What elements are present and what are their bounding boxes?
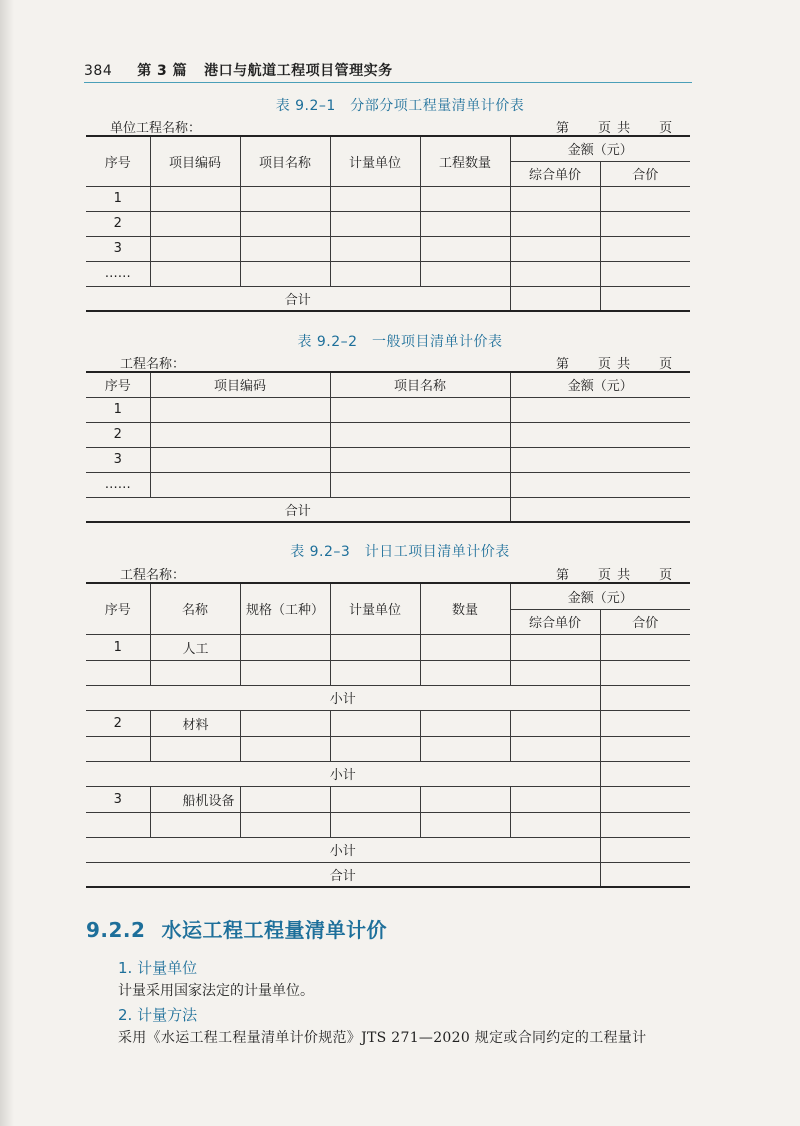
t2-h-amount: 金额（元）	[510, 372, 690, 397]
part-label: 第 3 篇	[137, 63, 188, 79]
t3-subtotal-1: 小计	[86, 685, 600, 710]
table-row: ……	[86, 472, 690, 497]
t1-total-label: 合计	[86, 286, 510, 311]
t2-h-code: 项目编码	[150, 372, 330, 397]
t3-h-name: 名称	[150, 583, 240, 634]
t1-h-code: 项目编码	[150, 136, 240, 186]
t3-subtotal-2: 小计	[86, 761, 600, 786]
table-row: 2 材料	[86, 710, 690, 736]
t1-h-index: 序号	[86, 136, 150, 186]
t3-group-vessels: 船机设备	[150, 786, 240, 812]
table-row: 2	[86, 211, 690, 236]
t3-group-materials: 材料	[150, 710, 240, 736]
t3-h-total: 合价	[600, 609, 690, 634]
table2-page-label: 第 页 共 页	[556, 357, 674, 372]
table-row: 2	[86, 422, 690, 447]
page-number: 384	[84, 63, 113, 79]
t3-h-unit: 计量单位	[330, 583, 420, 634]
header-rule	[84, 82, 692, 83]
table1-page-label: 第 页 共 页	[556, 121, 674, 136]
t1-h-total: 合价	[600, 161, 690, 186]
t1-h-unit: 计量单位	[330, 136, 420, 186]
t3-h-unitprice: 综合单价	[510, 609, 600, 634]
table-row: 3 船机设备	[86, 786, 690, 812]
table-row	[86, 736, 690, 761]
t3-h-qty: 数量	[420, 583, 510, 634]
t1-h-unitprice: 综合单价	[510, 161, 600, 186]
t2-total-label: 合计	[86, 497, 510, 522]
t1-h-qty: 工程数量	[420, 136, 510, 186]
table-row: ……	[86, 261, 690, 286]
t3-total-label: 合计	[86, 862, 600, 887]
t3-h-amount: 金额（元）	[510, 583, 690, 609]
table1-caption: 表 9.2–1 分部分项工程量清单计价表	[275, 98, 525, 114]
subsection-1-heading: 1. 计量单位	[118, 959, 198, 977]
table3-unit-label: 工程名称：	[120, 568, 186, 583]
table-row: 3	[86, 236, 690, 261]
table2-caption: 表 9.2–2 一般项目清单计价表	[297, 334, 503, 350]
table1	[86, 135, 690, 312]
t3-subtotal-3: 小计	[86, 837, 600, 862]
table3-caption: 表 9.2–3 计日工项目清单计价表	[290, 544, 510, 560]
t3-h-spec: 规格（工种）	[240, 583, 330, 634]
table1-unit-label: 单位工程名称：	[110, 121, 202, 136]
t1-h-amount: 金额（元）	[510, 136, 690, 161]
t1-h-name: 项目名称	[240, 136, 330, 186]
table-row: 1	[86, 397, 690, 422]
table-row	[86, 812, 690, 837]
section-heading	[86, 914, 387, 943]
t3-h-index: 序号	[86, 583, 150, 634]
t2-h-index: 序号	[86, 372, 150, 397]
t3-group-labor: 人工	[150, 634, 240, 660]
page-gutter-shadow	[0, 0, 14, 1126]
section-number: 9.2.2	[86, 918, 146, 942]
table2-unit-label: 工程名称：	[120, 357, 186, 372]
running-header	[84, 60, 393, 80]
table-row: 1 人工	[86, 634, 690, 660]
paragraph-2: 采用《水运工程工程量清单计价规范》JTS 271—2020 规定或合同约定的工程量计	[118, 1030, 647, 1046]
chapter-title: 港口与航道工程项目管理实务	[204, 63, 393, 79]
subsection-2-heading: 2. 计量方法	[118, 1006, 198, 1024]
table-row: 1	[86, 186, 690, 211]
table3	[86, 582, 690, 888]
section-title: 水运工程工程量清单计价	[161, 918, 387, 942]
table3-page-label: 第 页 共 页	[556, 568, 674, 583]
paragraph-1: 计量采用国家法定的计量单位。	[118, 983, 314, 999]
table-row: 3	[86, 447, 690, 472]
table2	[86, 371, 690, 523]
t2-h-name: 项目名称	[330, 372, 510, 397]
table-row	[86, 660, 690, 685]
